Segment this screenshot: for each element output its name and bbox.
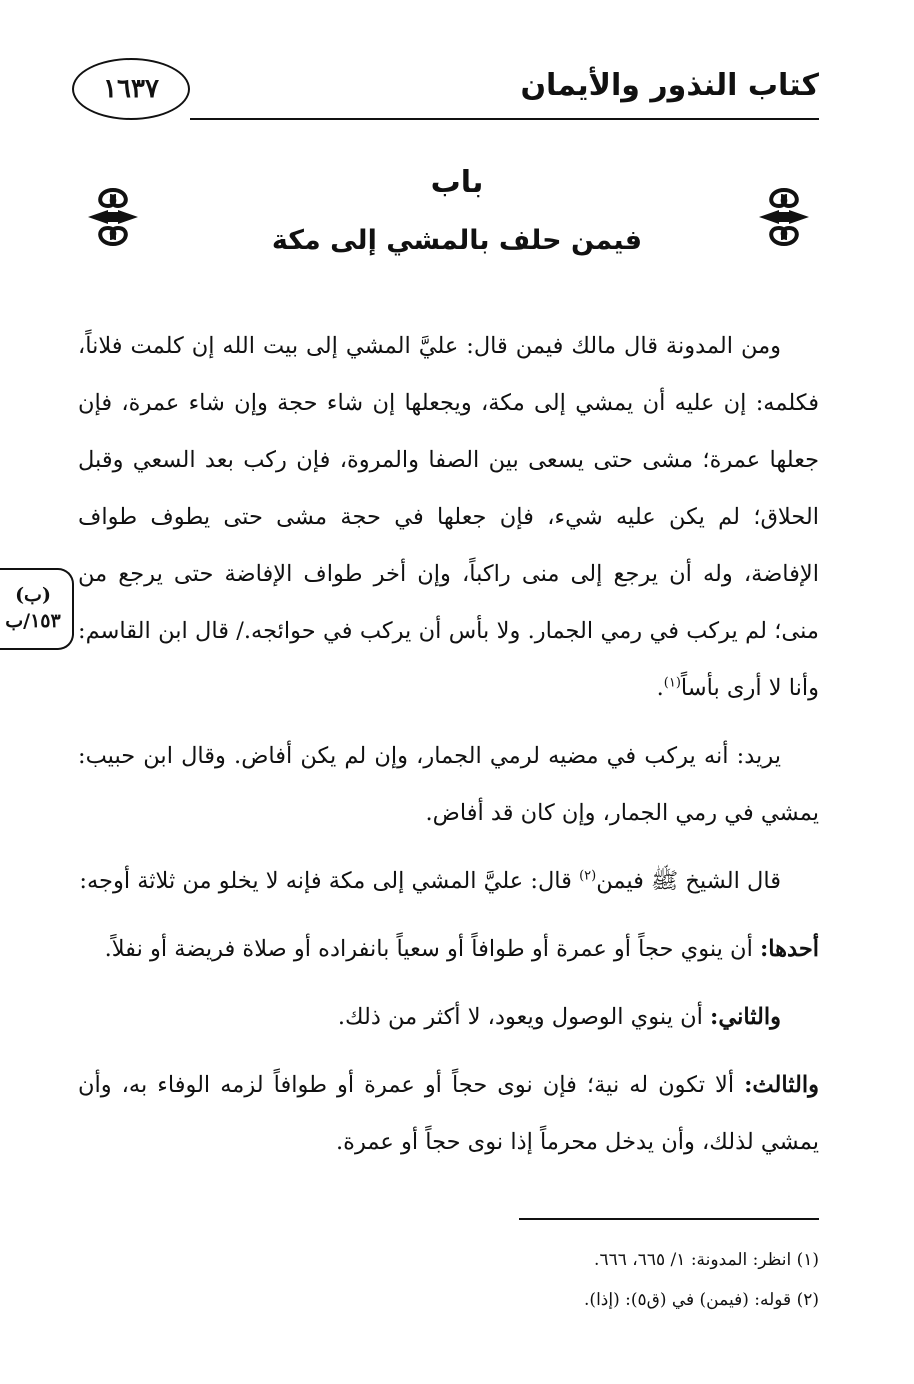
chapter-title: فيمن حلف بالمشي إلى مكة: [271, 225, 643, 256]
running-header-title: كتاب النذور والأيمان: [520, 68, 819, 103]
margin-note-line: (ب): [15, 584, 51, 606]
page-number: ١٦٣٧: [72, 58, 190, 120]
paragraph: [78, 318, 819, 717]
body-text: [78, 318, 819, 1182]
paragraph-text: أن ينوي الوصول ويعود، لا أكثر من ذلك.: [337, 1004, 711, 1030]
paragraph-text: قال: عليَّ المشي إلى مكة فإنه لا يخلو من ثلاثة أوجه:: [79, 868, 580, 894]
paragraph: [78, 989, 819, 1046]
header-rule: [190, 118, 819, 120]
manuscript-folio-note: [0, 568, 74, 650]
footnotes: [78, 1240, 819, 1320]
footnote: (١) انظر: المدونة: ١/ ٦٦٥، ٦٦٦.: [594, 1250, 819, 1270]
paragraph: [78, 853, 819, 910]
enumeration-lead: والثاني:: [710, 1004, 781, 1030]
footnote: (٢) قوله: (فيمن) في (ق٥): (إذا).: [584, 1290, 819, 1310]
paragraph-text: ومن المدونة قال مالك فيمن قال: عليَّ المشي إلى بيت الله إن كلمت فلاناً، فكلمه: إن عليه أن يمشي إلى مكة، ويجعلها إن شاء حجة وإن شاء عمرة، فإن جعلها عمرة؛ مشى حتى يسعى بين الصفا والمروة، فإن ركب بعد السعي وقبل الحلاق؛ لم يكن عليه شيء، فإن جعلها في حجة مشى حتى يطوف طواف الإفاضة، وله أن يرجع إلى منى راكباً، وإن أخر طواف الإفاضة حتى يرجع من منى؛ لم يركب في رمي الجمار. ولا بأس أن يركب في حوائجه./ قال ابن القاسم: وأنا لا أرى بأساً: [78, 333, 819, 701]
footnote-ref: (١): [663, 675, 681, 691]
footnote-ref: (٢): [579, 868, 597, 884]
enumeration-lead: أحدها:: [760, 936, 819, 962]
paragraph-text: يريد: أنه يركب في مضيه لرمي الجمار، وإن لم يكن أفاض. وقال ابن حبيب: يمشي في رمي الجمار، وإن كان قد أفاض.: [78, 743, 819, 826]
enumeration-lead: والثالث:: [744, 1072, 819, 1098]
paragraph-text: قال الشيخ ﷺ فيمن: [596, 868, 781, 894]
paragraph: [78, 1057, 819, 1171]
paragraph: [78, 728, 819, 842]
paragraph: [78, 921, 819, 978]
margin-note-line: ١٥٣/ب: [5, 610, 61, 632]
paragraph-text: أن ينوي حجاً أو عمرة أو طوافاً أو سعياً بانفراده أو صلاة فريضة أو نفلاً.: [104, 936, 760, 962]
footnote-rule: [519, 1218, 819, 1220]
chapter-label: باب: [430, 165, 484, 200]
paragraph-text: ألا تكون له نية؛ فإن نوى حجاً أو عمرة أو طوافاً لزمه الوفاء به، وأن يمشي لذلك، وأن يدخل محرماً إذا نوى حجاً أو عمرة.: [78, 1072, 819, 1155]
paragraph-text: .: [656, 675, 664, 701]
